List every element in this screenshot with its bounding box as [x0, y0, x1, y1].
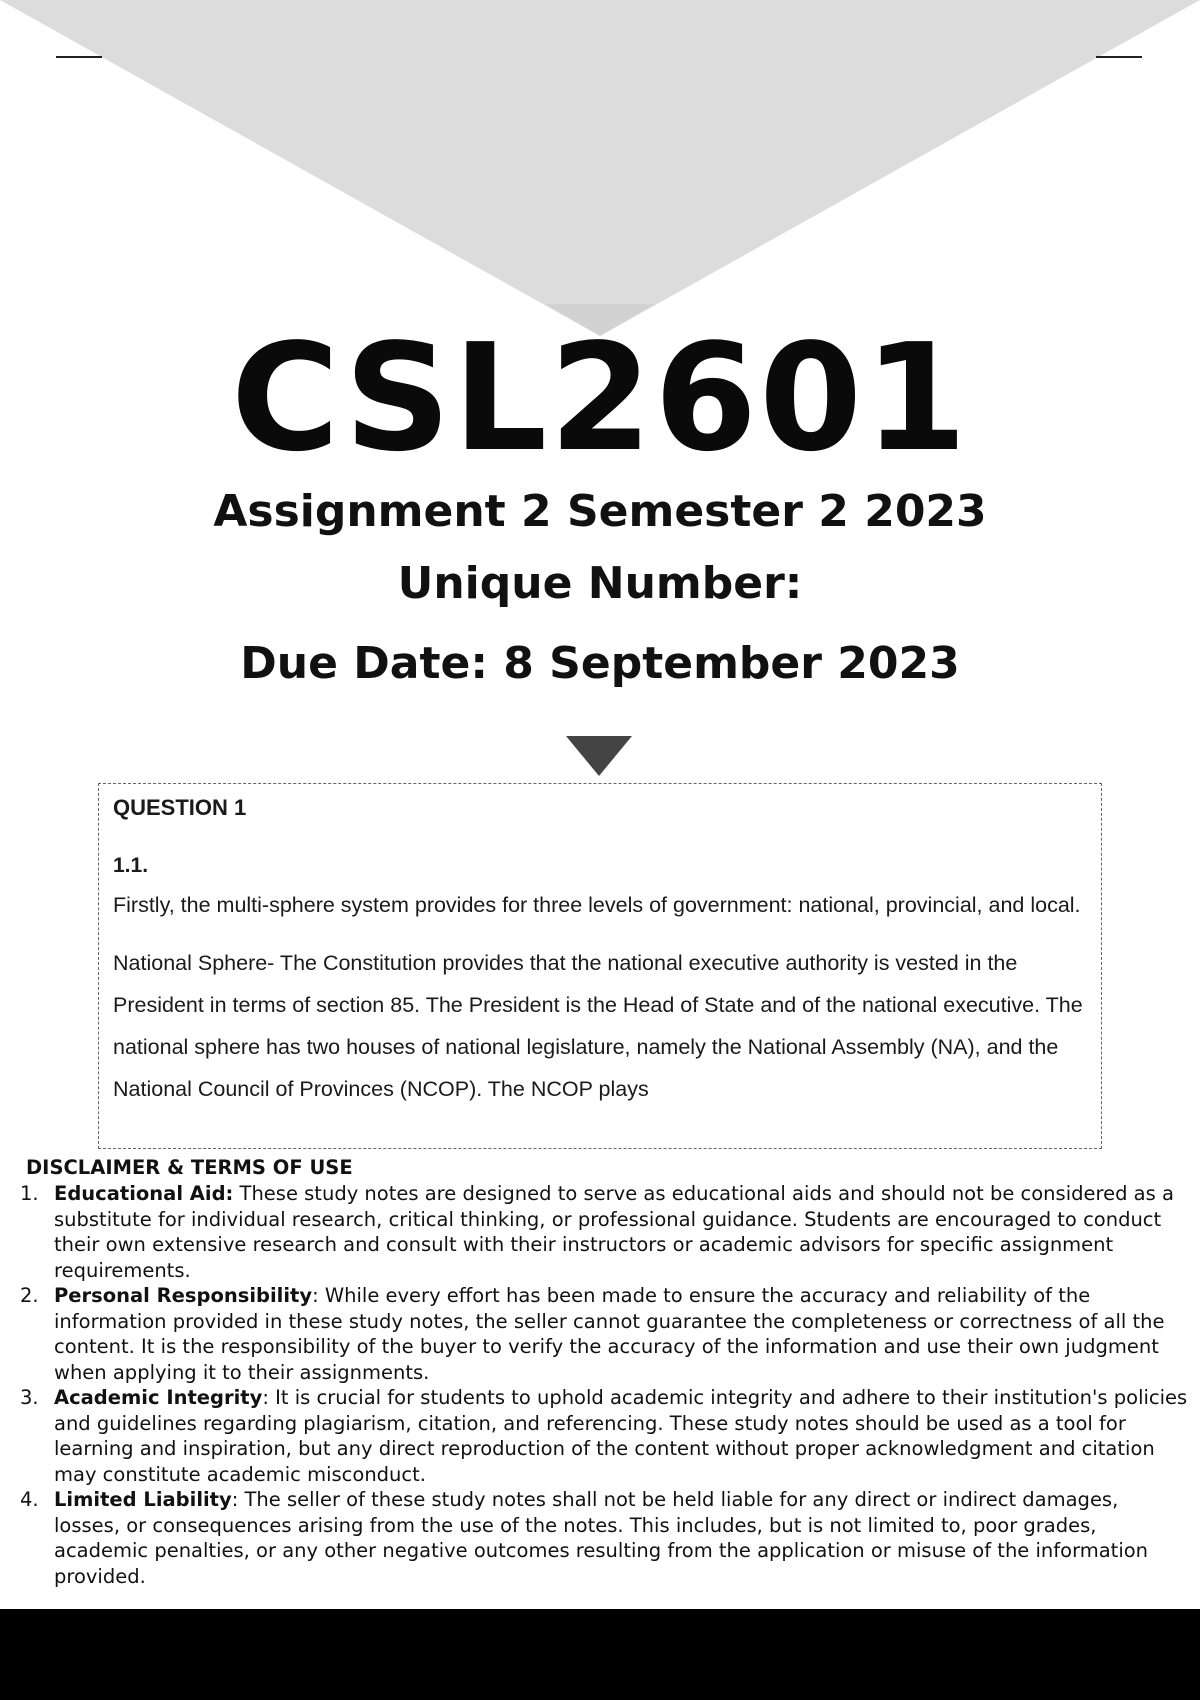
disclaimer-list: [0, 1181, 1200, 1589]
document-preview-box: [98, 783, 1102, 1149]
disclaimer-item-text: : The seller of these study notes shall not be held liable for any direct or indirect damages, losses, or consequences arising from the use of the notes. This includes, but is not limited to, poor grades, academic penalties, or any other negative outcomes resulting from the application or misuse of the information provided.: [54, 1488, 1149, 1588]
preview-paragraph: Firstly, the multi-sphere system provides for three levels of government: national, provincial, and local.: [113, 893, 1081, 917]
disclaimer-item-text: : It is crucial for students to uphold academic integrity and adhere to their institution's policies and guidelines regarding plagiarism, citation, and referencing. These study notes should be used as a tool for learning and inspiration, but any direct reproduction of the content without proper acknowledgment and citation may constitute academic misconduct.: [54, 1386, 1188, 1486]
disclaimer-item-number: 1.: [20, 1182, 39, 1205]
disclaimer-item-label: Educational Aid:: [54, 1182, 234, 1205]
disclaimer-item-number: 2.: [20, 1284, 39, 1307]
disclaimer-item: [0, 1283, 1200, 1385]
disclaimer-item: [0, 1487, 1200, 1589]
bottom-black-bar: [0, 1609, 1200, 1700]
question-heading: QUESTION 1: [113, 795, 247, 820]
down-arrow-icon: [566, 736, 632, 776]
disclaimer-item-text: : While every effort has been made to ensure the accuracy and reliability of the information provided in these study notes, the seller cannot guarantee the completeness or correctness of all the content. It is the responsibility of the buyer to verify the accuracy of the information and use their own judgment when applying it to their assignments.: [54, 1284, 1165, 1384]
disclaimer-title: DISCLAIMER & TERMS OF USE: [26, 1156, 353, 1179]
preview-content: [113, 794, 1097, 1126]
chevron-shape: [0, 0, 1200, 336]
disclaimer-item-number: 4.: [20, 1488, 39, 1511]
unique-number-line: Unique Number:: [397, 558, 803, 609]
disclaimer-item: [0, 1385, 1200, 1487]
disclaimer-item-label: Limited Liability: [54, 1488, 232, 1511]
course-code-title: CSL2601: [230, 312, 970, 484]
due-date-line: Due Date: 8 September 2023: [240, 638, 960, 689]
question-subheading: 1.1.: [113, 854, 149, 877]
disclaimer-item-text: These study notes are designed to serve as educational aids and should not be considered as a substitute for individual research, critical thinking, or professional guidance. Students are encouraged to conduct their own extensive research and consult with their instructors or academic advisors for specific assignment requirements.: [54, 1182, 1174, 1282]
disclaimer-item-label: Academic Integrity: [54, 1386, 263, 1409]
disclaimer-item-number: 3.: [20, 1386, 39, 1409]
top-chevron-decoration: [0, 0, 1200, 340]
corner-mark-right: [1096, 56, 1142, 58]
assignment-line: Assignment 2 Semester 2 2023: [213, 486, 987, 537]
corner-mark-left: [56, 56, 102, 58]
preview-paragraph: National Sphere- The Constitution provides that the national executive authority is vested in the President in terms of section 85. The President is the Head of State and of the national executive. The national sphere has two houses of national legislature, namely the National Assembly (NA), and the National Council of Provinces (NCOP). The NCOP plays: [113, 951, 1083, 1101]
disclaimer-item-label: Personal Responsibility: [54, 1284, 313, 1307]
disclaimer-item: [0, 1181, 1200, 1283]
